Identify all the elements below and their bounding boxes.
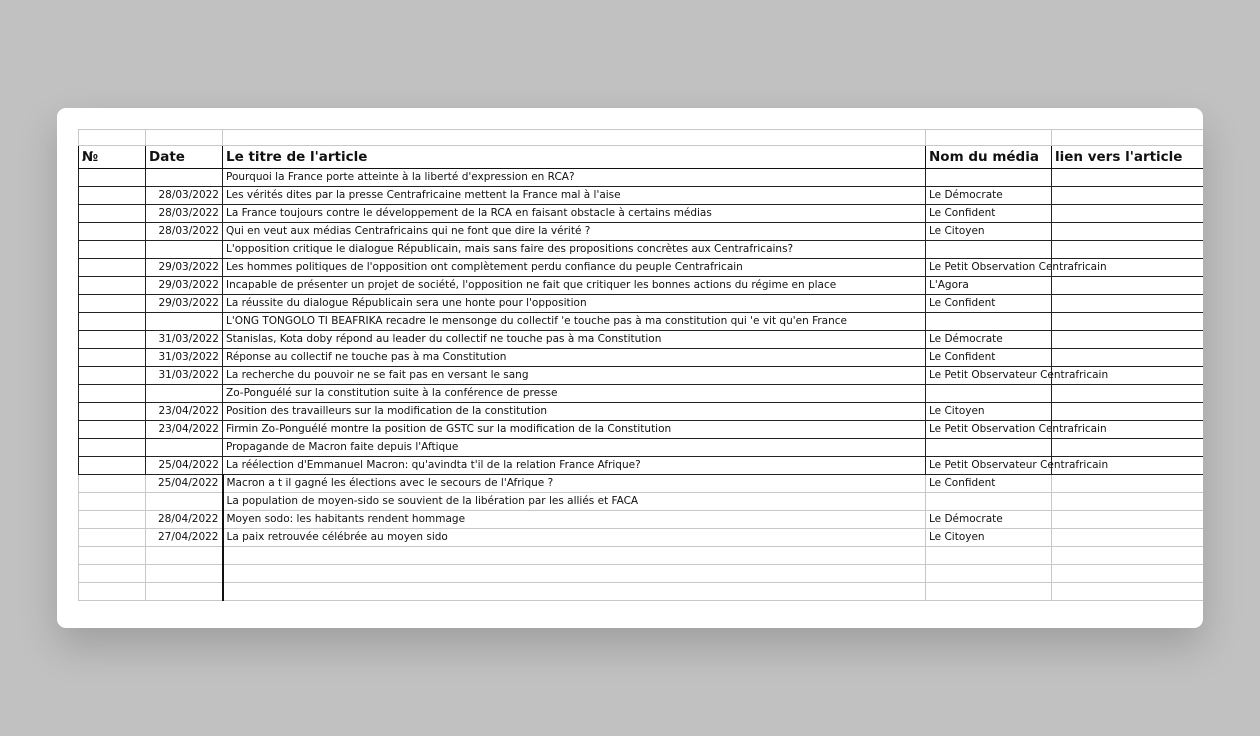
- cell[interactable]: [79, 583, 146, 601]
- cell[interactable]: [146, 130, 223, 146]
- table-row: [79, 295, 1204, 313]
- cell[interactable]: [926, 130, 1052, 146]
- cell-number[interactable]: [79, 439, 146, 457]
- cell-media[interactable]: Le Confident: [926, 475, 1052, 493]
- table-row: [79, 511, 1204, 529]
- cell-media[interactable]: Le Petit Observateur Centrafricain: [926, 367, 1052, 385]
- cell-media[interactable]: Le Citoyen: [926, 223, 1052, 241]
- table-row: [79, 421, 1204, 439]
- cell-media[interactable]: [926, 385, 1052, 403]
- cell-title[interactable]: Macron a t il gagné les élections avec le secours de l'Afrique ?: [223, 475, 926, 493]
- cell-number[interactable]: [79, 385, 146, 403]
- cell[interactable]: [926, 583, 1052, 601]
- cell-number[interactable]: [79, 403, 146, 421]
- cell-media[interactable]: Le Démocrate: [926, 331, 1052, 349]
- header-date[interactable]: Date: [146, 146, 223, 169]
- table-row: [79, 313, 1204, 331]
- cell-number[interactable]: [79, 277, 146, 295]
- cell-link[interactable]: [1052, 295, 1204, 313]
- blank-row: [79, 583, 1204, 601]
- cell-number[interactable]: [79, 259, 146, 277]
- cell-title[interactable]: Zo-Ponguélé sur la constitution suite à la conférence de presse: [223, 385, 926, 403]
- cell[interactable]: [223, 565, 926, 583]
- cell-date[interactable]: [146, 241, 223, 259]
- cell-title[interactable]: La réélection d'Emmanuel Macron: qu'avindta t'il de la relation France Afrique?: [223, 457, 926, 475]
- spreadsheet-table: [78, 129, 1203, 601]
- cell-link[interactable]: [1052, 349, 1204, 367]
- cell-date[interactable]: 31/03/2022: [146, 367, 223, 385]
- cell-number[interactable]: [79, 169, 146, 187]
- table-row: [79, 331, 1204, 349]
- cell-link[interactable]: [1052, 223, 1204, 241]
- table-row: [79, 205, 1204, 223]
- cell-number[interactable]: [79, 457, 146, 475]
- cell-link[interactable]: [1052, 439, 1204, 457]
- blank-row: [79, 547, 1204, 565]
- cell-date[interactable]: 31/03/2022: [146, 349, 223, 367]
- cell-number[interactable]: [79, 187, 146, 205]
- cell-number[interactable]: [79, 349, 146, 367]
- cell-title[interactable]: L'ONG TONGOLO TI BEAFRIKA recadre le mensonge du collectif 'e touche pas à ma constitution qui 'e vit qu'en France: [223, 313, 926, 331]
- cell-date[interactable]: 31/03/2022: [146, 331, 223, 349]
- cell-number[interactable]: [79, 205, 146, 223]
- cell-media[interactable]: Le Citoyen: [926, 403, 1052, 421]
- cell-number[interactable]: [79, 511, 146, 529]
- cell-link[interactable]: [1052, 475, 1204, 493]
- cell-media[interactable]: Le Citoyen: [926, 529, 1052, 547]
- cell-media[interactable]: Le Confident: [926, 205, 1052, 223]
- cell-date[interactable]: 28/03/2022: [146, 223, 223, 241]
- cell-link[interactable]: [1052, 493, 1204, 511]
- table-row: [79, 529, 1204, 547]
- cell-title[interactable]: Les hommes politiques de l'opposition ont complètement perdu confiance du peuple Centrafricain: [223, 259, 926, 277]
- header-title[interactable]: Le titre de l'article: [223, 146, 926, 169]
- cell-title[interactable]: Qui en veut aux médias Centrafricains qui ne font que dire la vérité ?: [223, 223, 926, 241]
- cell-media[interactable]: Le Petit Observation Centrafricain: [926, 421, 1052, 439]
- cell[interactable]: [79, 547, 146, 565]
- cell-date[interactable]: [146, 169, 223, 187]
- cell-title[interactable]: Incapable de présenter un projet de société, l'opposition ne fait que critiquer les bonnes actions du régime en place: [223, 277, 926, 295]
- cell-date[interactable]: 25/04/2022: [146, 475, 223, 493]
- cell[interactable]: [1052, 565, 1204, 583]
- cell[interactable]: [223, 130, 926, 146]
- header-number[interactable]: №: [79, 146, 146, 169]
- cell-date[interactable]: 28/03/2022: [146, 187, 223, 205]
- cell-media[interactable]: Le Petit Observateur Centrafricain: [926, 457, 1052, 475]
- cell-link[interactable]: [1052, 241, 1204, 259]
- cell-date[interactable]: [146, 313, 223, 331]
- cell-media[interactable]: Le Démocrate: [926, 187, 1052, 205]
- cell-title[interactable]: Les vérités dites par la presse Centrafricaine mettent la France mal à l'aise: [223, 187, 926, 205]
- cell-link[interactable]: [1052, 313, 1204, 331]
- cell[interactable]: [1052, 130, 1204, 146]
- cell-media[interactable]: Le Confident: [926, 349, 1052, 367]
- cell-media[interactable]: Le Confident: [926, 295, 1052, 313]
- cell-number[interactable]: [79, 223, 146, 241]
- cell-title[interactable]: L'opposition critique le dialogue Républicain, mais sans faire des propositions concrètes aux Centrafricains?: [223, 241, 926, 259]
- cell-media[interactable]: [926, 241, 1052, 259]
- cell-title[interactable]: La réussite du dialogue Républicain sera une honte pour l'opposition: [223, 295, 926, 313]
- blank-row: [79, 565, 1204, 583]
- table-row: [79, 223, 1204, 241]
- cell-number[interactable]: [79, 529, 146, 547]
- cell-number[interactable]: [79, 295, 146, 313]
- cell-date[interactable]: 23/04/2022: [146, 403, 223, 421]
- cell-link[interactable]: [1052, 331, 1204, 349]
- cell-number[interactable]: [79, 367, 146, 385]
- cell-media[interactable]: [926, 313, 1052, 331]
- cell-link[interactable]: [1052, 187, 1204, 205]
- cell-date[interactable]: 28/04/2022: [146, 511, 223, 529]
- blank-row: [79, 130, 1204, 146]
- table-row: [79, 403, 1204, 421]
- cell[interactable]: [223, 547, 926, 565]
- cell-title[interactable]: La France toujours contre le développement de la RCA en faisant obstacle à certains médias: [223, 205, 926, 223]
- cell[interactable]: [79, 130, 146, 146]
- header-link[interactable]: lien vers l'article: [1052, 146, 1204, 169]
- cell-link[interactable]: [1052, 403, 1204, 421]
- cell-date[interactable]: 29/03/2022: [146, 277, 223, 295]
- cell[interactable]: [146, 565, 223, 583]
- cell-media[interactable]: Le Démocrate: [926, 511, 1052, 529]
- cell-title[interactable]: Position des travailleurs sur la modification de la constitution: [223, 403, 926, 421]
- table-row: [79, 187, 1204, 205]
- cell-date[interactable]: [146, 439, 223, 457]
- cell-link[interactable]: [1052, 277, 1204, 295]
- cell-link[interactable]: [1052, 511, 1204, 529]
- cell-number[interactable]: [79, 421, 146, 439]
- cell-media[interactable]: L'Agora: [926, 277, 1052, 295]
- cell-title[interactable]: Stanislas, Kota doby répond au leader du collectif ne touche pas à ma Constitution: [223, 331, 926, 349]
- cell[interactable]: [146, 547, 223, 565]
- cell[interactable]: [1052, 583, 1204, 601]
- cell-number[interactable]: [79, 313, 146, 331]
- table-row: [79, 439, 1204, 457]
- header-row: [79, 146, 1204, 169]
- cell-number[interactable]: [79, 241, 146, 259]
- cell-date[interactable]: [146, 385, 223, 403]
- table-row: [79, 169, 1204, 187]
- cell-title[interactable]: Moyen sodo: les habitants rendent hommage: [223, 511, 926, 529]
- table-row: [79, 259, 1204, 277]
- cell[interactable]: [223, 583, 926, 601]
- cell[interactable]: [146, 583, 223, 601]
- cell-link[interactable]: [1052, 385, 1204, 403]
- cell[interactable]: [1052, 547, 1204, 565]
- table-row: [79, 385, 1204, 403]
- table-row: [79, 277, 1204, 295]
- cell-title[interactable]: Réponse au collectif ne touche pas à ma Constitution: [223, 349, 926, 367]
- cell-media[interactable]: [926, 493, 1052, 511]
- cell-title[interactable]: La population de moyen-sido se souvient de la libération par les alliés et FACA: [223, 493, 926, 511]
- cell-number[interactable]: [79, 493, 146, 511]
- header-media[interactable]: Nom du média: [926, 146, 1052, 169]
- cell-date[interactable]: 25/04/2022: [146, 457, 223, 475]
- cell-media[interactable]: Le Petit Observation Centrafricain: [926, 259, 1052, 277]
- cell[interactable]: [79, 565, 146, 583]
- spreadsheet-card: [57, 108, 1203, 628]
- cell[interactable]: [926, 547, 1052, 565]
- cell-link[interactable]: [1052, 169, 1204, 187]
- cell-date[interactable]: 29/03/2022: [146, 259, 223, 277]
- cell-date[interactable]: 23/04/2022: [146, 421, 223, 439]
- cell-media[interactable]: [926, 169, 1052, 187]
- table-row: [79, 475, 1204, 493]
- table-row: [79, 349, 1204, 367]
- table-row: [79, 367, 1204, 385]
- cell-title[interactable]: Pourquoi la France porte atteinte à la liberté d'expression en RCA?: [223, 169, 926, 187]
- cell-media[interactable]: [926, 439, 1052, 457]
- cell-link[interactable]: [1052, 529, 1204, 547]
- table-row: [79, 241, 1204, 259]
- cell[interactable]: [926, 565, 1052, 583]
- table-row: [79, 457, 1204, 475]
- cell-number[interactable]: [79, 475, 146, 493]
- cell-date[interactable]: 29/03/2022: [146, 295, 223, 313]
- cell-title[interactable]: Propagande de Macron faite depuis l'Aftique: [223, 439, 926, 457]
- cell-number[interactable]: [79, 331, 146, 349]
- cell-date[interactable]: [146, 493, 223, 511]
- table-row: [79, 493, 1204, 511]
- cell-title[interactable]: La paix retrouvée célébrée au moyen sido: [223, 529, 926, 547]
- cell-date[interactable]: 28/03/2022: [146, 205, 223, 223]
- cell-link[interactable]: [1052, 205, 1204, 223]
- cell-title[interactable]: Firmin Zo-Ponguélé montre la position de GSTC sur la modification de la Constitution: [223, 421, 926, 439]
- cell-title[interactable]: La recherche du pouvoir ne se fait pas en versant le sang: [223, 367, 926, 385]
- cell-date[interactable]: 27/04/2022: [146, 529, 223, 547]
